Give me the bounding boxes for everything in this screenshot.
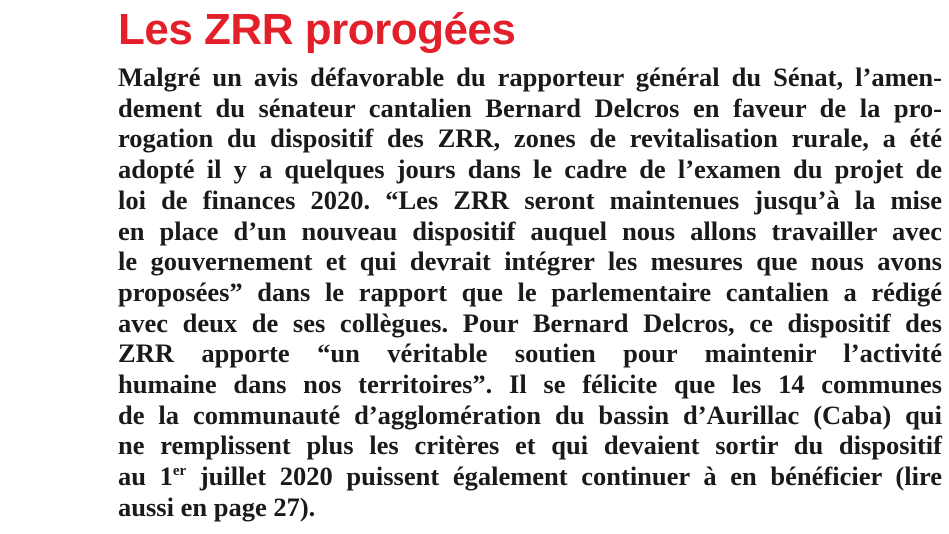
body-line: loi de finances 2020. “Les ZRR seront maintenues jusqu’à la mise: [118, 184, 942, 215]
headline: Les ZRR prorogées: [118, 5, 516, 54]
article: [118, 4, 942, 523]
line-rest: juillet 2020 puissent également continuer à en bénéficier (lire: [186, 461, 942, 492]
article-body: [118, 62, 942, 523]
body-line-last: aussi en page 27).: [118, 491, 316, 522]
body-line: Malgré un avis défavorable du rapporteur général du Sénat, l’amen-: [118, 62, 942, 92]
body-line: proposées” dans le rapport que le parlementaire cantalien a rédigé: [118, 276, 942, 307]
body-line: avec deux de ses collègues. Pour Bernard Delcros, ce dispositif des: [118, 307, 942, 338]
body-line: adopté il y a quelques jours dans le cadre de l’examen du projet de: [118, 154, 942, 185]
body-line: ne remplissent plus les critères et qui devaient sortir du dispositif: [118, 430, 942, 461]
body-line: rogation du dispositif des ZRR, zones de revitalisation rurale, a été: [118, 123, 942, 154]
ordinal-superscript: er: [172, 463, 187, 480]
body-line: dement du sénateur cantalien Bernard Delcros en faveur de la pro-: [118, 92, 942, 123]
body-line: ZRR apporte “un véritable soutien pour maintenir l’activité: [118, 338, 942, 369]
body-line: de la communauté d’agglomération du bassin d’Aurillac (Caba) qui: [118, 399, 942, 430]
body-line: le gouvernement et qui devrait intégrer les mesures que nous avons: [118, 246, 942, 277]
body-line: humaine dans nos territoires”. Il se félicite que les 14 communes: [118, 369, 942, 400]
body-line: en place d’un nouveau dispositif auquel nous allons travailler avec: [118, 215, 942, 246]
body-line: [118, 461, 942, 492]
line-prefix: au 1: [118, 461, 173, 492]
